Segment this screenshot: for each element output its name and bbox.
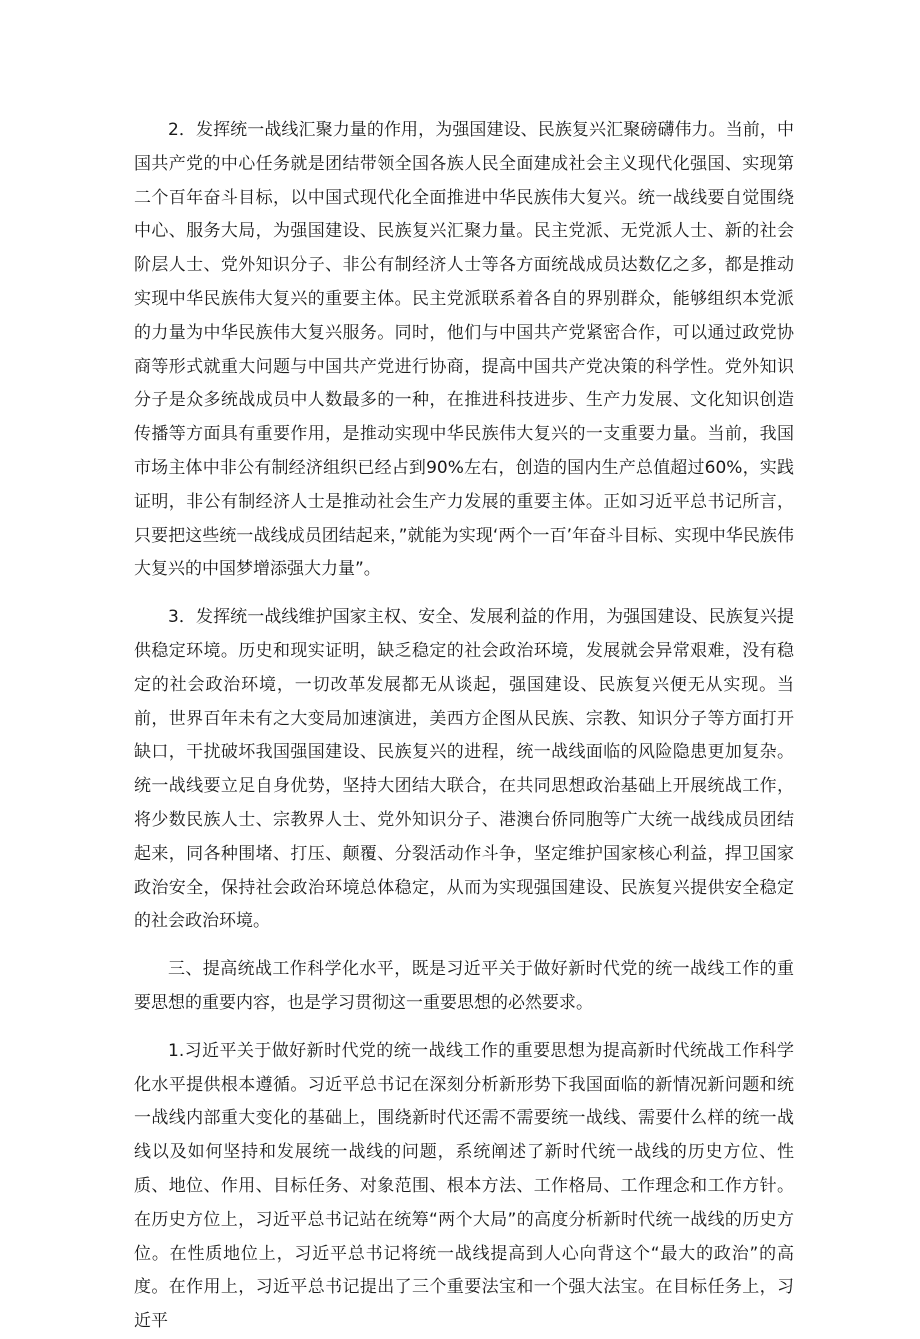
paragraph-point-2: 2．发挥统一战线汇聚力量的作用，为强国建设、民族复兴汇聚磅礴伟力。当前，中国共产党的中心任务就是团结带领全国各族人民全面建成社会主义现代化强国、实现第二个百年奋斗目标，以中国式现代化全面推进中华民族伟大复兴。统一战线要自觉围绕中心、服务大局，为强国建设、民族复兴汇聚力量。民主党派、无党派人士、新的社会阶层人士、党外知识分子、非公有制经济人士等各方面统战成员达数亿之多，都是推动实现中华民族伟大复兴的重要主体。民主党派联系着各自的界别群众，能够组织本党派的力量为中华民族伟大复兴服务。同时，他们与中国共产党紧密合作，可以通过政党协商等形式就重大问题与中国共产党进行协商，提高中国共产党决策的科学性。党外知识分子是众多统战成员中人数最多的一种，在推进科技进步、生产力发展、文化知识创造传播等方面具有重要作用，是推动实现中华民族伟大复兴的一支重要力量。当前，我国市场主体中非公有制经济组织已经占到90%左右，创造的国内生产总值超过60%，实践证明，非公有制经济人士是推动社会生产力发展的重要主体。正如习近平总书记所言，只要把这些统一战线成员团结起来，”就能为实现‘两个一百’年奋斗目标、实现中华民族伟大复兴的中国梦增添强大力量”。 <box>134 120 794 580</box>
paragraph-point-3: 3．发挥统一战线维护国家主权、安全、发展利益的作用，为强国建设、民族复兴提供稳定环境。历史和现实证明，缺乏稳定的社会政治环境，发展就会异常艰难，没有稳定的社会政治环境，一切改革发展都无从谈起，强国建设、民族复兴便无从实现。当前，世界百年未有之大变局加速演进，美西方企图从民族、宗教、知识分子等方面打开缺口，干扰破坏我国强国建设、民族复兴的进程，统一战线面临的风险隐患更加复杂。统一战线要立足自身优势，坚持大团结大联合，在共同思想政治基础上开展统战工作，将少数民族人士、宗教界人士、党外知识分子、港澳台侨同胞等广大统一战线成员团结起来，同各种围堵、打压、颠覆、分裂活动作斗争，坚定维护国家核心利益，捍卫国家政治安全，保持社会政治环境总体稳定，从而为实现强国建设、民族复兴提供安全稳定的社会政治环境。 <box>134 607 794 932</box>
paragraph-point-1: 1.习近平关于做好新时代党的统一战线工作的重要思想为提高新时代统战工作科学化水平提供根本遵循。习近平总书记在深刻分析新形势下我国面临的新情况新问题和统一战线内部重大变化的基础上，围绕新时代还需不需要统一战线、需要什么样的统一战线以及如何坚持和发展统一战线的问题，系统阐述了新时代统一战线的历史方位、性质、地位、作用、目标任务、对象范围、根本方法、工作格局、工作理念和工作方针。在历史方位上，习近平总书记站在统筹“两个大局”的高度分析新时代统一战线的历史方位。在性质地位上，习近平总书记将统一战线提高到人心向背这个“最大的政治”的高度。在作用上，习近平总书记提出了三个重要法宝和一个强大法宝。在目标任务上，习近平 <box>134 1040 794 1332</box>
section-heading-3: 三、提高统战工作科学化水平，既是习近平关于做好新时代党的统一战线工作的重要思想的重要内容，也是学习贯彻这一重要思想的必然要求。 <box>134 959 794 1013</box>
document-body <box>134 114 794 1339</box>
